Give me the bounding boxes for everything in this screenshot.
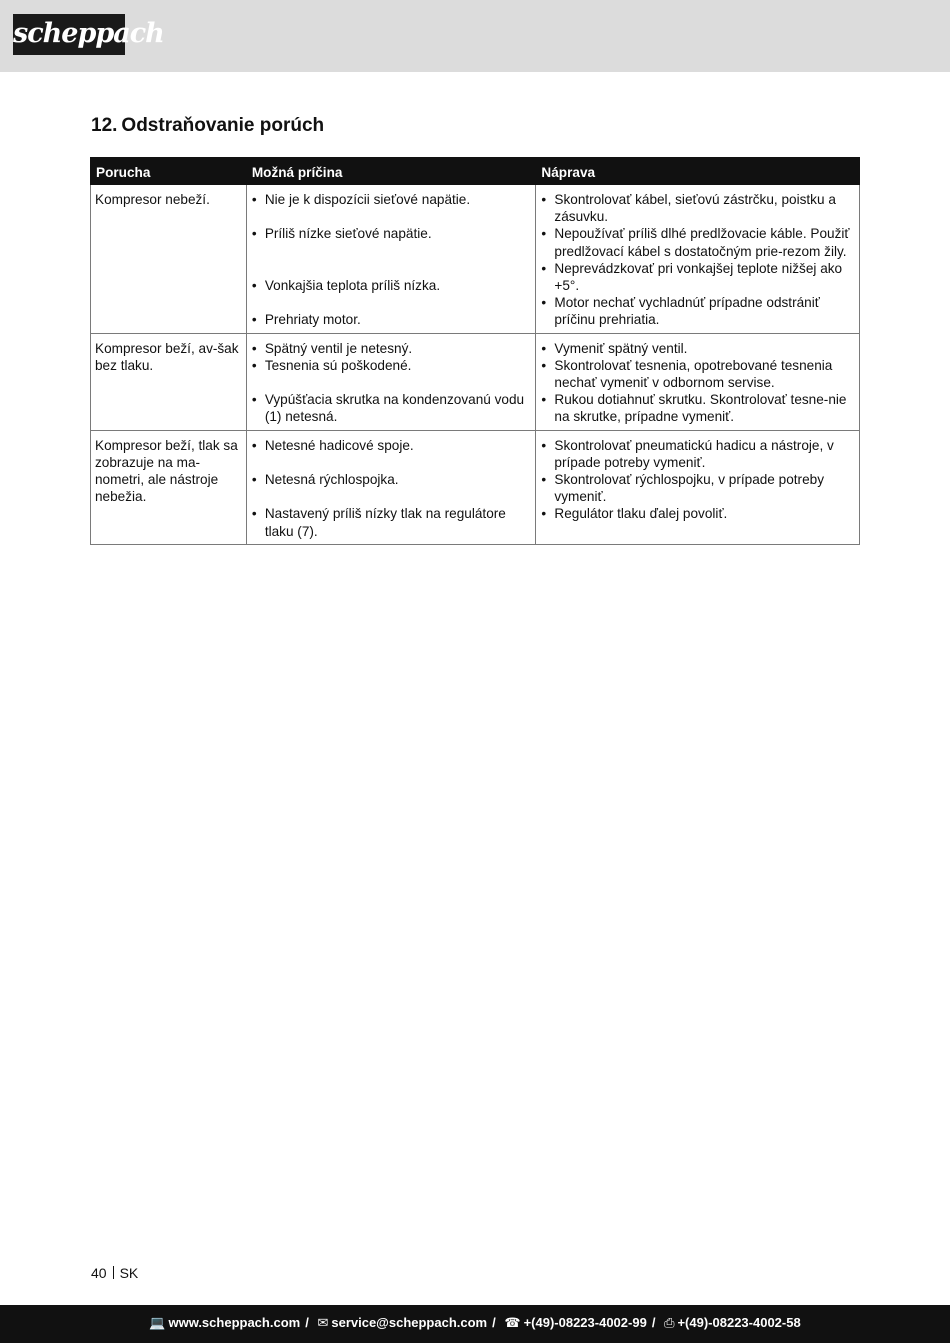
fax-icon: ⎙ — [664, 1315, 675, 1330]
remedy-item: • Skontrolovať pneumatickú hadicu a nástroje, v prípade potreby vymeniť. — [540, 437, 855, 471]
column-header-remedy: Náprava — [536, 158, 860, 185]
brand-logo: scheppach — [13, 14, 125, 55]
phone-icon: ☎ — [504, 1315, 521, 1330]
phone-number: +(49)-08223-4002-99 — [523, 1315, 647, 1330]
remedy-item: • Skontrolovať rýchlospojku, v prípade potreby vymeniť. — [540, 471, 855, 505]
cause-cell — [246, 333, 536, 430]
contact-bar: 💻 www.scheppach.com / ✉ service@scheppach.com / ☎ +(49)-08223-4002-99 / ⎙ +(49)-08223-4002-58 — [0, 1305, 950, 1343]
page-number: 40 SK — [91, 1265, 139, 1281]
website-link[interactable]: www.scheppach.com — [168, 1315, 301, 1330]
cause-cell — [246, 185, 536, 334]
cause-item: • Vypúšťacia skrutka na kondenzovanú vodu (1) netesná. — [251, 391, 532, 425]
cause-item: • Vonkajšia teplota príliš nízka. — [251, 277, 532, 311]
cause-item: • Nie je k dispozícii sieťové napätie. — [251, 191, 532, 225]
remedy-item: • Regulátor tlaku ďalej povoliť. — [540, 505, 855, 522]
fault-cell: Kompresor beží, tlak sa zobrazuje na ma-nometri, ale nástroje nebežia. — [91, 430, 247, 544]
cause-item: • Netesná rýchlospojka. — [251, 471, 532, 505]
fault-cell: Kompresor beží, av-šak bez tlaku. — [91, 333, 247, 430]
page-title: 12. Odstraňovanie porúch — [91, 115, 325, 136]
troubleshooting-table — [90, 157, 860, 545]
computer-icon: 💻 — [149, 1315, 166, 1330]
cause-item: • Nastavený príliš nízky tlak na regulátore tlaku (7). — [251, 505, 532, 539]
cause-item: • Prehriaty motor. — [251, 311, 532, 328]
cause-item: • Príliš nízke sieťové napätie. — [251, 225, 532, 277]
column-header-fault: Porucha — [91, 158, 247, 185]
remedy-item: • Skontrolovať kábel, sieťovú zástrčku, poistku a zásuvku. — [540, 191, 855, 225]
cause-cell — [246, 430, 536, 544]
remedy-item: • Skontrolovať tesnenia, opotrebované tesnenia nechať vymeniť v odbornom servise. — [540, 357, 855, 391]
email-link[interactable]: service@scheppach.com — [331, 1315, 488, 1330]
remedy-item: • Nepoužívať príliš dlhé predlžovacie káble. Použiť predlžovací kábel s dostatočným prie-rezom žily. — [540, 225, 855, 259]
table-header-row — [91, 158, 860, 185]
remedy-item: • Vymeniť spätný ventil. — [540, 340, 855, 357]
remedy-cell — [536, 333, 860, 430]
table-row — [91, 333, 860, 430]
cause-item: • Spätný ventil je netesný. — [251, 340, 532, 357]
remedy-cell — [536, 185, 860, 334]
fax-number: +(49)-08223-4002-58 — [677, 1315, 801, 1330]
remedy-item: • Motor nechať vychladnúť prípadne odstrániť príčinu prehriatia. — [540, 294, 855, 328]
fault-cell: Kompresor nebeží. — [91, 185, 247, 334]
mail-icon: ✉ — [317, 1315, 329, 1330]
column-header-cause: Možná príčina — [246, 158, 536, 185]
table-row — [91, 430, 860, 544]
header-band — [0, 0, 950, 72]
cause-item: • Tesnenia sú poškodené. — [251, 357, 532, 391]
remedy-item: • Neprevádzkovať pri vonkajšej teplote nižšej ako +5°. — [540, 260, 855, 294]
table-row — [91, 185, 860, 334]
remedy-item: • Rukou dotiahnuť skrutku. Skontrolovať tesne-nie na skrutke, prípadne vymeniť. — [540, 391, 855, 425]
cause-item: • Netesné hadicové spoje. — [251, 437, 532, 471]
divider — [113, 1266, 114, 1279]
remedy-cell — [536, 430, 860, 544]
